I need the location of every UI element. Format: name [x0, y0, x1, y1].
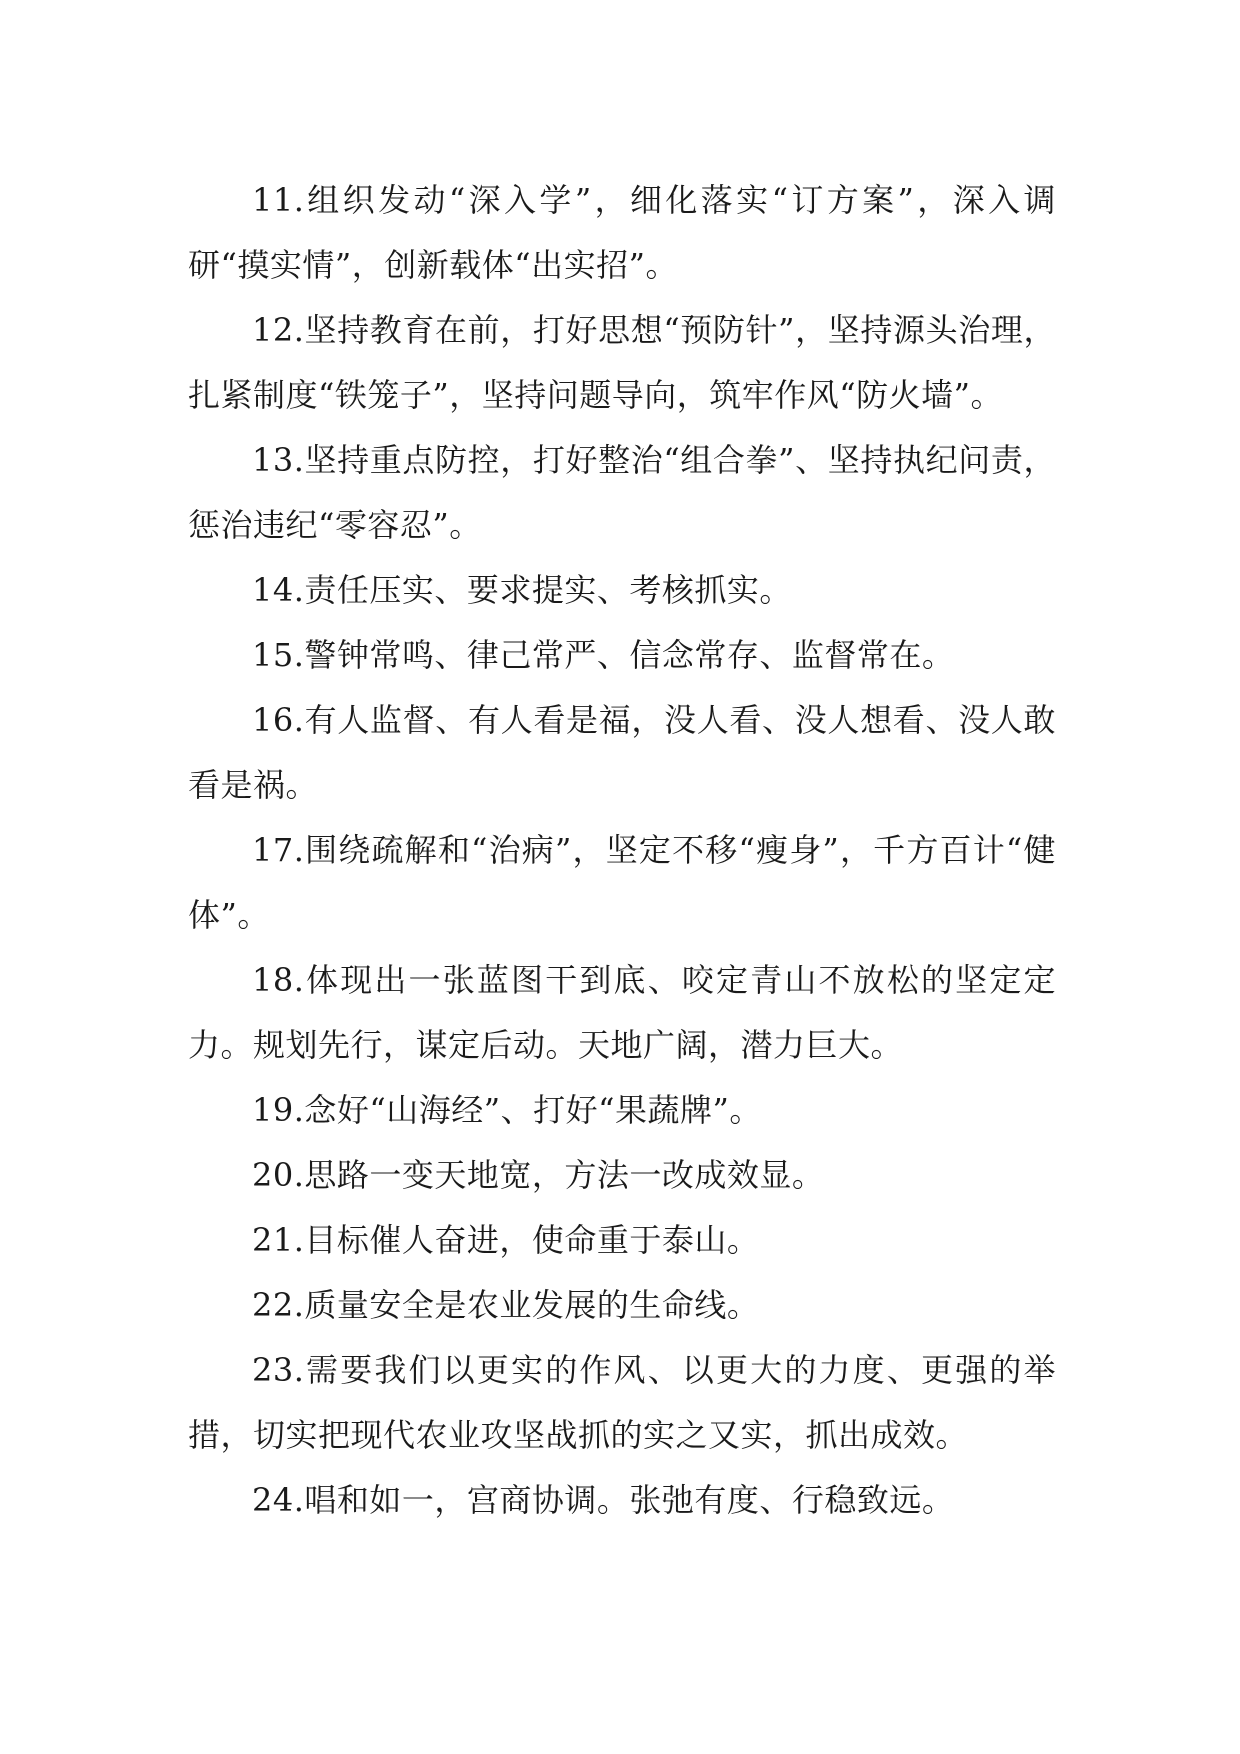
paragraph-24: 24.唱和如一，宫商协调。张弛有度、行稳致远。 — [252, 1481, 955, 1519]
paragraph-14: 14.责任压实、要求提实、考核抓实。 — [252, 571, 792, 609]
paragraph-20: 20.思路一变天地宽，方法一改成效显。 — [252, 1156, 825, 1194]
paragraph-21: 21.目标催人奋进，使命重于泰山。 — [252, 1221, 760, 1259]
paragraph-15: 15.警钟常鸣、律己常严、信念常存、监督常在。 — [252, 636, 955, 674]
document-body — [188, 168, 1056, 1533]
paragraph-13: 13.坚持重点防控，打好整治“组合拳”、坚持执纪问责，惩治违纪“零容忍”。 — [188, 441, 1056, 544]
paragraph-23: 23.需要我们以更实的作风、以更大的力度、更强的举措，切实把现代农业攻坚战抓的实之又实，抓出成效。 — [188, 1351, 1056, 1454]
paragraph-19: 19.念好“山海经”、打好“果蔬牌”。 — [252, 1091, 762, 1129]
paragraph-16: 16.有人监督、有人看是福，没人看、没人想看、没人敢看是祸。 — [188, 701, 1056, 804]
paragraph-18: 18.体现出一张蓝图干到底、咬定青山不放松的坚定定力。规划先行，谋定后动。天地广阔，潜力巨大。 — [188, 961, 1056, 1064]
paragraph-11: 11.组织发动“深入学”，细化落实“订方案”，深入调研“摸实情”，创新载体“出实招”。 — [188, 181, 1056, 284]
paragraph-22: 22.质量安全是农业发展的生命线。 — [252, 1286, 760, 1324]
paragraph-17: 17.围绕疏解和“治病”，坚定不移“瘦身”，千方百计“健体”。 — [188, 831, 1056, 934]
paragraph-12: 12.坚持教育在前，打好思想“预防针”，坚持源头治理，扎紧制度“铁笼子”，坚持问题导向，筑牢作风“防火墙”。 — [188, 311, 1056, 414]
